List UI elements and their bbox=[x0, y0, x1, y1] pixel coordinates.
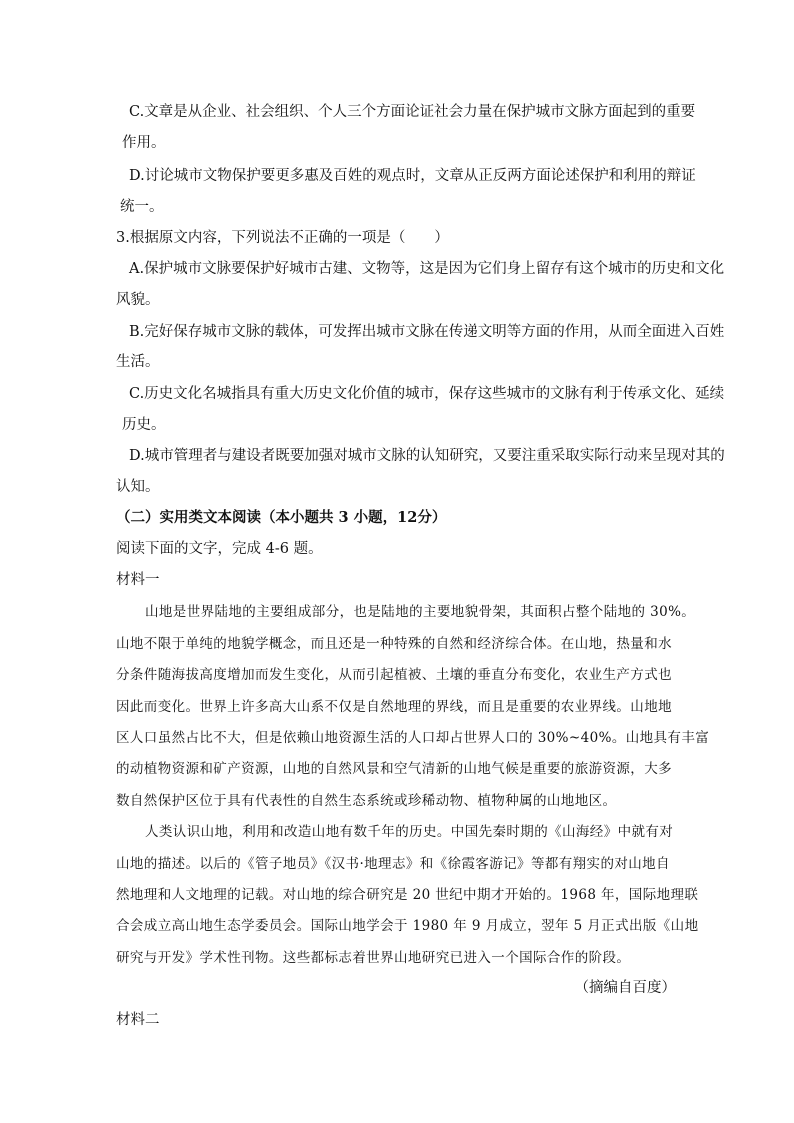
material1-label: 材料一 bbox=[116, 572, 160, 588]
material1-p2-line: 人类认识山地，利用和改造山地有数千年的历史。中国先秦时期的《山海经》中就有对 bbox=[145, 824, 674, 840]
q3-option-b-line2: 生活。 bbox=[116, 354, 160, 370]
source-attribution: （摘编自百度） bbox=[574, 980, 676, 996]
q3-stem: 3.根据原文内容，下列说法不正确的一项是（ ） bbox=[116, 230, 449, 246]
q3-option-c-line1: C.历史文化名城指具有重大历史文化价值的城市，保存这些城市的文脉有利于传承文化、延续 bbox=[129, 386, 725, 402]
section-instruction: 阅读下面的文字，完成 4-6 题。 bbox=[116, 541, 323, 557]
material1-p2-line: 然地理和人文地理的记载。对山地的综合研究是 20 世纪中期才开始的。1968 年，国际地理联 bbox=[116, 887, 699, 903]
q2-option-c-line2: 作用。 bbox=[122, 135, 166, 151]
q3-option-d-line1: D.城市管理者与建设者既要加强对城市文脉的认知研究，又要注重采取实际行动来呈现对其的 bbox=[129, 448, 725, 464]
material1-p1-line: 山地不限于单纯的地貌学概念，而且还是一种特殊的自然和经济综合体。在山地，热量和水 bbox=[116, 636, 672, 652]
q3-option-c-line2: 历史。 bbox=[122, 417, 166, 433]
material1-p1-line: 的动植物资源和矿产资源，山地的自然风景和空气清新的山地气候是重要的旅游资源，大多 bbox=[116, 761, 672, 777]
material1-p1-line: 区人口虽然占比不大，但是依赖山地资源生活的人口却占世界人口的 30%~40%。山地具有丰富 bbox=[116, 730, 710, 746]
q2-option-d-line2: 统一。 bbox=[120, 199, 164, 215]
material1-p2-line: 山地的描述。以后的《管子地员》《汉书·地理志》和《徐霞客游记》等都有翔实的对山地自 bbox=[116, 856, 670, 872]
material1-p1-line: 山地是世界陆地的主要组成部分，也是陆地的主要地貌骨架，其面积占整个陆地的 30%。 bbox=[145, 604, 696, 620]
q3-option-a-line2: 风貌。 bbox=[116, 292, 160, 308]
q2-option-c-line1: C.文章是从企业、社会组织、个人三个方面论证社会力量在保护城市文脉方面起到的重要 bbox=[129, 104, 696, 120]
q2-option-d-line1: D.讨论城市文物保护要更多惠及百姓的观点时，文章从正反两方面论述保护和利用的辩证 bbox=[129, 168, 696, 184]
material1-p1-line: 分条件随海拔高度增加而发生变化，从而引起植被、土壤的垂直分布变化，农业生产方式也 bbox=[116, 667, 672, 683]
material2-label: 材料二 bbox=[116, 1012, 160, 1028]
q3-option-a-line1: A.保护城市文脉要保护好城市古建、文物等，这是因为它们身上留存有这个城市的历史和文化 bbox=[129, 261, 725, 277]
q3-option-b-line1: B.完好保存城市文脉的载体，可发挥出城市文脉在传递文明等方面的作用，从而全面进入百姓 bbox=[129, 324, 725, 340]
material1-p2-line: 合会成立高山地生态学委员会。国际山地学会于 1980 年 9 月成立，翌年 5 月正式出版《山地 bbox=[116, 918, 699, 934]
q3-option-d-line2: 认知。 bbox=[116, 479, 160, 495]
material1-p2-line: 研究与开发》学术性刊物。这些都标志着世界山地研究已进入一个国际合作的阶段。 bbox=[116, 950, 631, 966]
material1-p1-line: 因此而变化。世界上许多高大山系不仅是自然地理的界线，而且是重要的农业界线。山地地 bbox=[116, 699, 672, 715]
material1-p1-line: 数自然保护区位于具有代表性的自然生态系统或珍稀动物、植物种属的山地地区。 bbox=[116, 793, 617, 809]
section-heading: （二）实用类文本阅读（本小题共 3 小题，12分） bbox=[116, 509, 447, 526]
